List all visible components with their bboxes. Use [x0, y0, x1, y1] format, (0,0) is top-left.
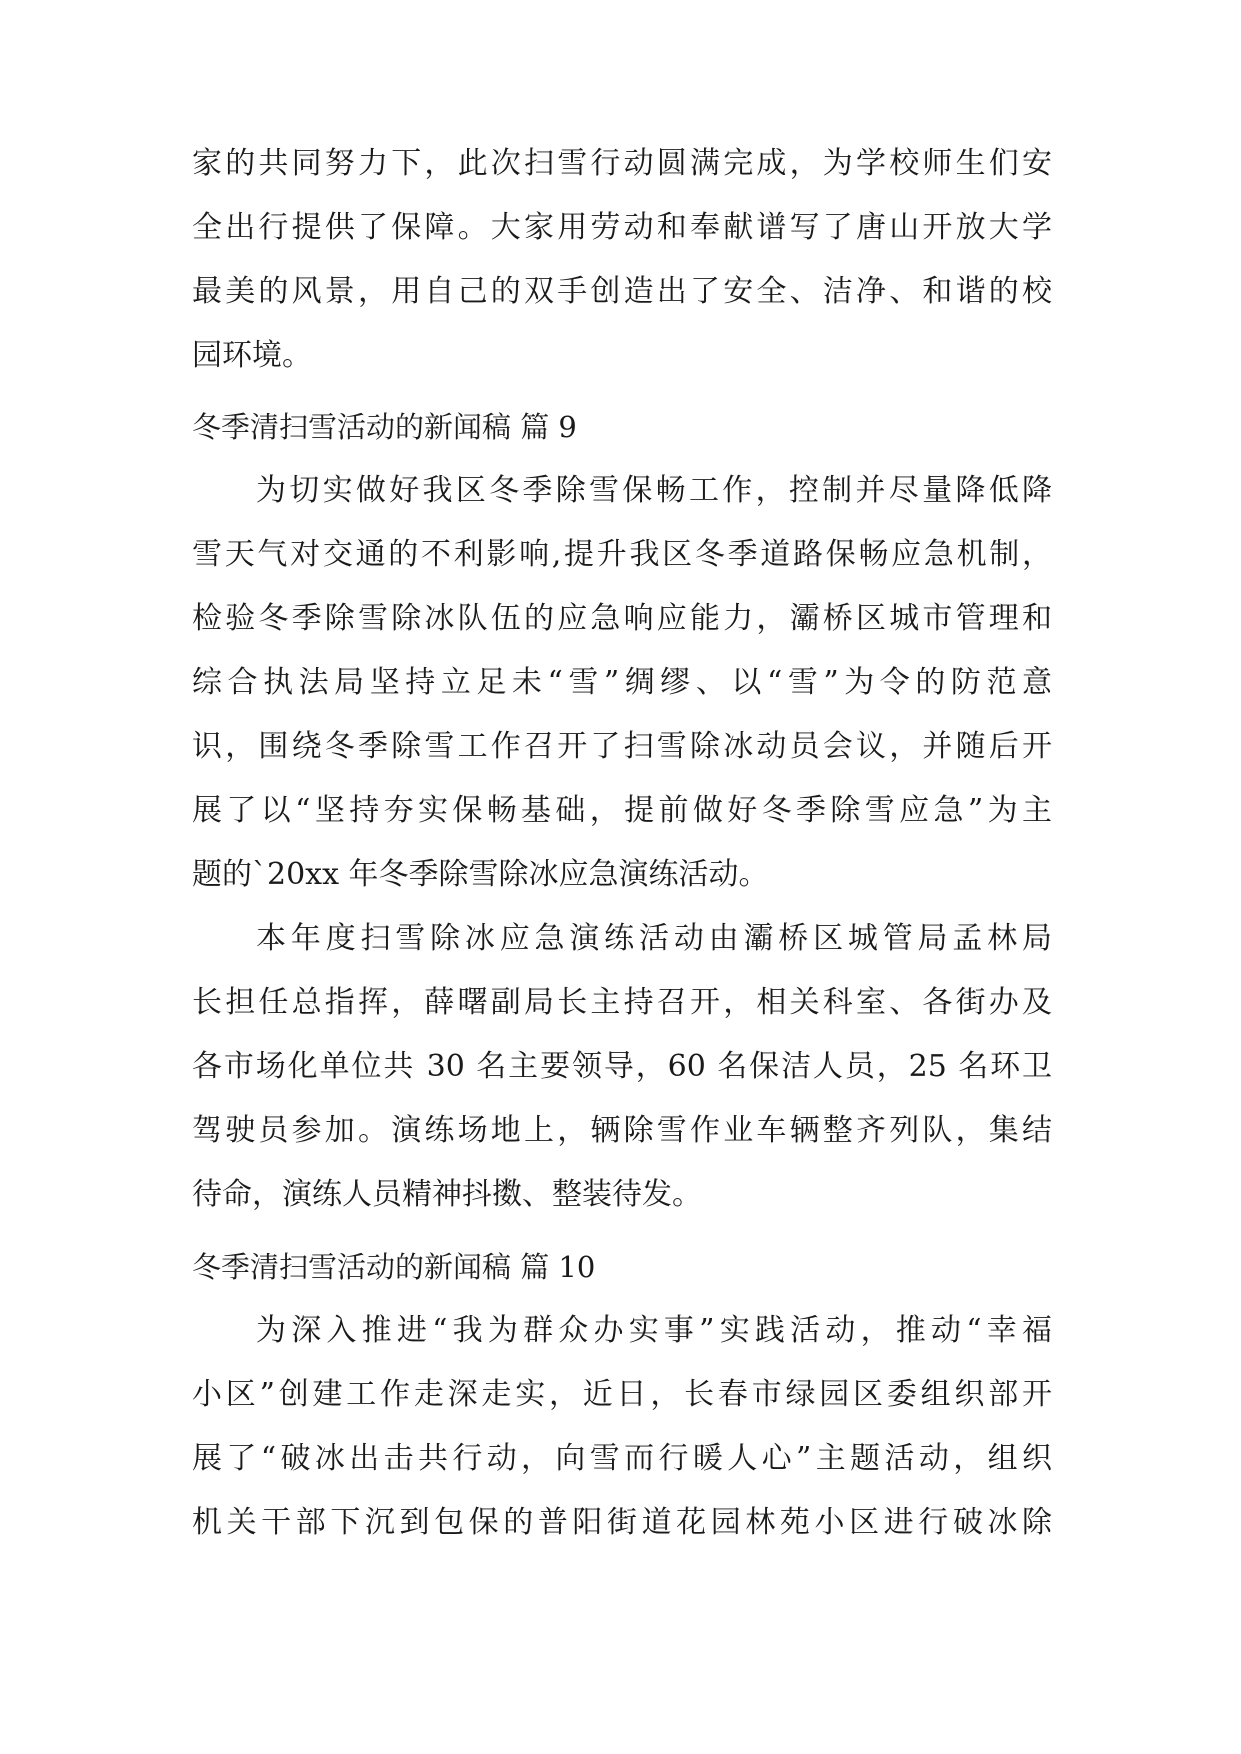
text-line: 家的共同努力下，此次扫雪行动圆满完成，为学校师生们安 — [192, 146, 1052, 181]
text-line: 机关干部下沉到包保的普阳街道花园林苑小区进行破冰除 — [192, 1505, 1052, 1540]
section-9 — [192, 395, 1052, 459]
intro-paragraph — [192, 132, 1052, 388]
section-10 — [192, 1235, 1052, 1299]
text-line: 展了以“坚持夯实保畅基础，提前做好冬季除雪应急”为主 — [192, 793, 1052, 828]
section-9-paragraph-1 — [192, 459, 1052, 907]
text-line: 各市场化单位共 30 名主要领导，60 名保洁人员，25 名环卫 — [192, 1049, 1052, 1084]
text-line: 长担任总指挥，薛曙副局长主持召开，相关科室、各街办及 — [192, 985, 1052, 1020]
text-line: 小区”创建工作走深走实，近日，长春市绿园区委组织部开 — [192, 1377, 1052, 1412]
text-line: 驾驶员参加。演练场地上，辆除雪作业车辆整齐列队，集结 — [192, 1113, 1052, 1148]
text-line: 题的`20xx 年冬季除雪除冰应急演练活动。 — [192, 857, 769, 892]
text-line: 综合执法局坚持立足未“雪”绸缪、以“雪”为令的防范意 — [192, 665, 1052, 700]
text-line: 园环境。 — [192, 338, 312, 373]
text-line: 待命，演练人员精神抖擞、整装待发。 — [192, 1177, 702, 1212]
text-line: 本年度扫雪除冰应急演练活动由灞桥区城管局孟林局 — [256, 921, 1052, 956]
text-line: 为切实做好我区冬季除雪保畅工作，控制并尽量降低降 — [256, 473, 1052, 508]
text-line: 雪天气对交通的不利影响,提升我区冬季道路保畅应急机制， — [192, 537, 1052, 572]
section-10-paragraph-1 — [192, 1299, 1052, 1555]
text-line: 检验冬季除雪除冰队伍的应急响应能力，灞桥区城市管理和 — [192, 601, 1052, 636]
section-heading: 冬季清扫雪活动的新闻稿 篇 10 — [192, 1250, 596, 1284]
section-heading: 冬季清扫雪活动的新闻稿 篇 9 — [192, 410, 577, 444]
text-line: 展了“破冰出击共行动，向雪而行暖人心”主题活动，组织 — [192, 1441, 1052, 1476]
section-9-paragraph-2 — [192, 907, 1052, 1227]
text-line: 为深入推进“我为群众办实事”实践活动，推动“幸福 — [256, 1313, 1052, 1348]
text-line: 最美的风景，用自己的双手创造出了安全、洁净、和谐的校 — [192, 274, 1052, 309]
text-line: 全出行提供了保障。大家用劳动和奉献谱写了唐山开放大学 — [192, 210, 1052, 245]
text-line: 识，围绕冬季除雪工作召开了扫雪除冰动员会议，并随后开 — [192, 729, 1052, 764]
